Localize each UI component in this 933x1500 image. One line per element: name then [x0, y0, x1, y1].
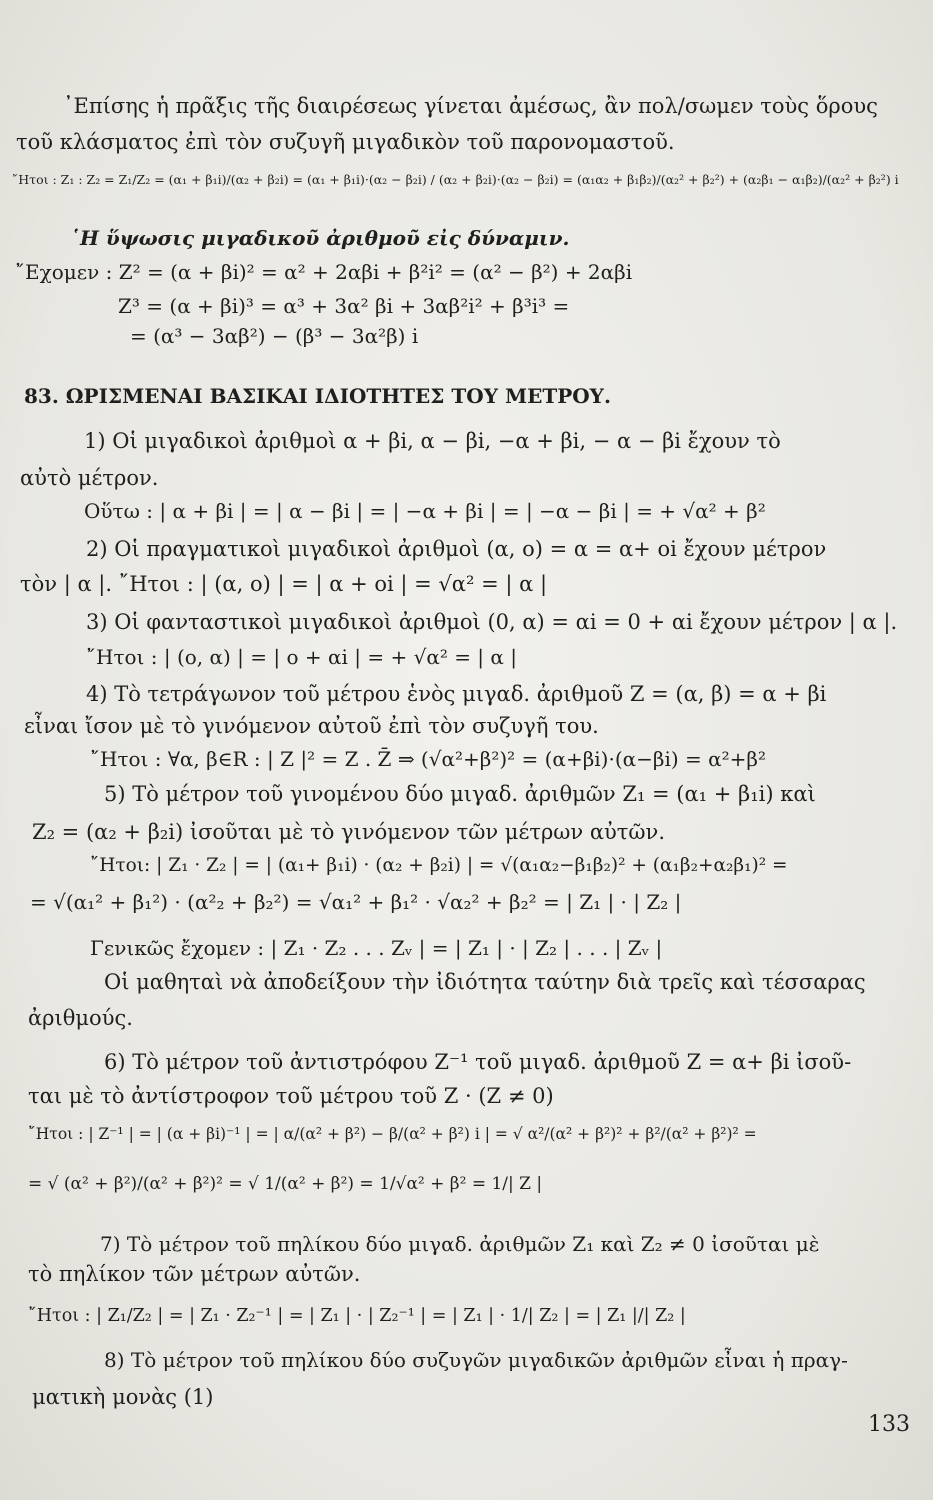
formula-line: Οὕτω : | α + βi | = | α − βi | = | −α + βi | = | −α − βi | = + √α² + β²: [84, 499, 766, 523]
formula-line: Γενικῶς ἔχομεν : | Z₁ · Z₂ . . . Zᵥ | = | Z₁ | · | Z₂ | . . . | Zᵥ |: [90, 936, 663, 960]
text-line: τοῦ κλάσματος ἐπὶ τὸν συζυγῆ μιγαδικὸν τοῦ παρονομαστοῦ.: [16, 130, 675, 154]
power-formula-cube: Z³ = (α + βi)³ = α³ + 3α² βi + 3αβ²i² + β³i³ =: [118, 294, 570, 318]
power-formula-cube-result: = (α³ − 3αβ²) − (β³ − 3α²β) i: [130, 324, 419, 348]
text-line: ἀριθμούς.: [28, 1006, 133, 1030]
formula-line: = √(α₁² + β₁²) · (α²₂ + β₂²) = √α₁² + β₁² · √α₂² + β₂² = | Z₁ | · | Z₂ |: [30, 890, 682, 914]
text-line: 7) Τὸ μέτρον τοῦ πηλίκου δύο μιγαδ. ἀριθμῶν Z₁ καὶ Z₂ ≠ 0 ἰσοῦται μὲ: [100, 1232, 820, 1256]
text-line: ματικὴ μονὰς (1): [32, 1385, 214, 1409]
text-line: Z₂ = (α₂ + β₂i) ἰσοῦται μὲ τὸ γινόμενον τῶν μέτρων αὐτῶν.: [32, 820, 665, 844]
formula-line: ῎Ητοι : | Z₁/Z₂ | = | Z₁ · Z₂⁻¹ | = | Z₁ | · | Z₂⁻¹ | = | Z₁ | · 1/| Z₂ | = | Z₁ |/| Z₂ |: [28, 1306, 686, 1326]
text-line: τὸ πηλίκον τῶν μέτρων αὐτῶν.: [28, 1262, 361, 1286]
section-heading-83: 83. ΩΡΙΣΜΕΝΑΙ ΒΑΣΙΚΑΙ ΙΔΙΟΤΗΤΕΣ ΤΟΥ ΜΕΤΡΟΥ.: [24, 384, 611, 408]
page-number: 133: [868, 1412, 910, 1437]
text-line: 5) Τὸ μέτρον τοῦ γινομένου δύο μιγαδ. ἀριθμῶν Z₁ = (α₁ + β₁i) καὶ: [104, 782, 816, 806]
text-line: 6) Τὸ μέτρον τοῦ ἀντιστρόφου Z⁻¹ τοῦ μιγαδ. ἀριθμοῦ Z = α+ βi ἰσοῦ-: [104, 1050, 852, 1074]
formula-line: ῎Ητοι: | Z₁ · Z₂ | = | (α₁+ β₁i) · (α₂ + β₂i) | = √(α₁α₂−β₁β₂)² + (α₁β₂+α₂β₁)² =: [90, 855, 788, 876]
formula-line: ῎Ητοι : | (o, α) | = | o + αi | = + √α² = | α |: [86, 645, 518, 669]
text-line: Οἱ μαθηταὶ νὰ ἀποδείξουν τὴν ἰδιότητα ταύτην διὰ τρεῖς καὶ τέσσαρας: [104, 970, 866, 994]
text-line: ται μὲ τὸ ἀντίστροφον τοῦ μέτρου τοῦ Z · (Z ≠ 0): [28, 1084, 554, 1108]
text-line: αὐτὸ μέτρον.: [20, 466, 159, 490]
text-line: εἶναι ἴσον μὲ τὸ γινόμενον αὐτοῦ ἐπὶ τὸν συζυγῆ του.: [24, 714, 599, 738]
text-line: 1) Οἱ μιγαδικοὶ ἀριθμοὶ α + βi, α − βi, −α + βi, − α − βi ἔχουν τὸ: [84, 429, 781, 453]
text-line: τὸν | α |. ῎Ητοι : | (α, o) | = | α + oi | = √α² = | α |: [20, 572, 548, 596]
section-subheading: ῾Η ὕψωσις μιγαδικοῦ ἀριθμοῦ εἰς δύναμιν.: [70, 226, 570, 250]
power-formula-square: ῎Εχομεν : Z² = (α + βi)² = α² + 2αβi + β²i² = (α² − β²) + 2αβi: [15, 260, 633, 284]
division-formula: ῎Ητοι : Z₁ : Z₂ = Z₁/Z₂ = (α₁ + β₁i)/(α₂ + β₂i) = (α₁ + β₁i)·(α₂ − β₂i) / (α₂ + β₂i)·(α₂ − β₂i) = (α₁α₂ + β₁β₂)/(α₂² + β₂²) + (α₂β₁ − α₁β₂)/(α₂² + β₂²) i: [12, 172, 899, 187]
text-line: 2) Οἱ πραγματικοὶ μιγαδικοὶ ἀριθμοὶ (α, o) = α = α+ oi ἔχουν μέτρον: [86, 537, 827, 561]
formula-line: = √ (α² + β²)/(α² + β²)² = √ 1/(α² + β²) = 1/√α² + β² = 1/| Z |: [28, 1174, 543, 1194]
formula-line: ῎Ητοι : ∀α, β∈R : | Z |² = Z . Z̄ ⇒ (√α²+β²)² = (α+βi)·(α−βi) = α²+β²: [90, 747, 766, 771]
text-line: ᾽Επίσης ἡ πρᾶξις τῆς διαιρέσεως γίνεται ἀμέσως, ἂν πολ/σωμεν τοὺς ὅρους: [63, 94, 878, 118]
formula-line: ῎Ητοι : | Z⁻¹ | = | (α + βi)⁻¹ | = | α/(α² + β²) − β/(α² + β²) i | = √ α²/(α² + β²)² + β²/(α² + β²)² =: [28, 1125, 757, 1143]
text-line: 8) Τὸ μέτρον τοῦ πηλίκου δύο συζυγῶν μιγαδικῶν ἀριθμῶν εἶναι ἡ πραγ-: [104, 1348, 848, 1372]
text-line: 3) Οἱ φανταστικοὶ μιγαδικοὶ ἀριθμοὶ (0, α) = αi = 0 + αi ἔχουν μέτρον | α |.: [86, 610, 898, 634]
text-line: 4) Τὸ τετράγωνον τοῦ μέτρου ἑνὸς μιγαδ. ἀριθμοῦ Z = (α, β) = α + βi: [86, 682, 827, 706]
